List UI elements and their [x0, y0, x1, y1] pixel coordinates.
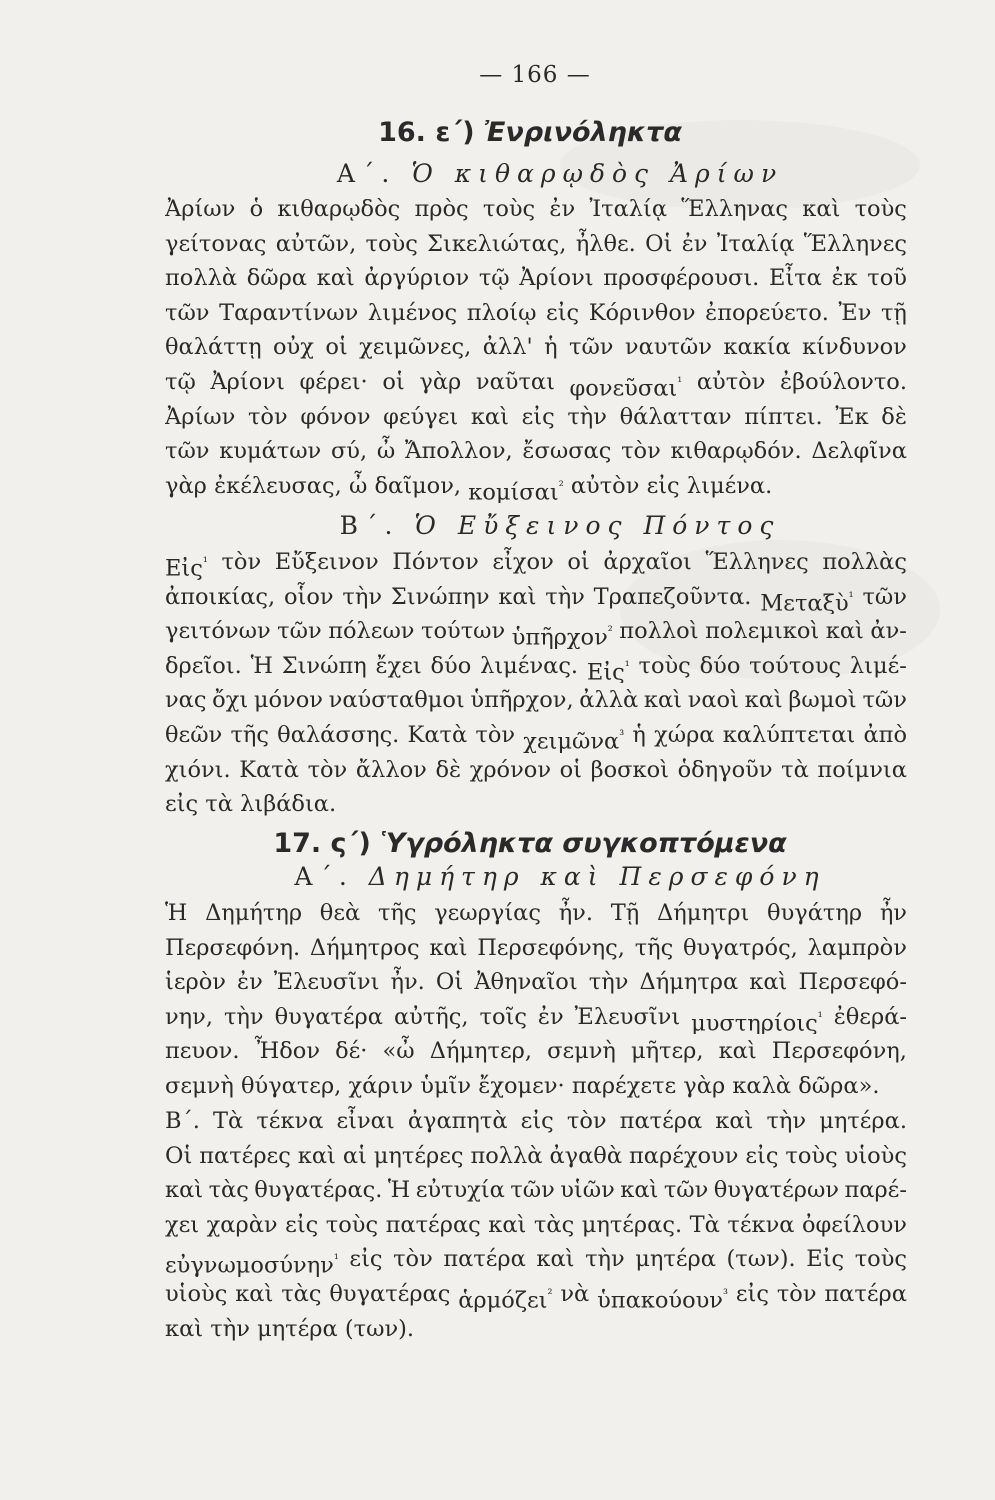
- subheading-label: Α΄.: [294, 862, 354, 891]
- text-line: τῶν Ταραντίνων λιμένος πλοίῳ εἰς Κόρινθον ἐπορεύετο. Ἐν τῇ: [165, 299, 907, 326]
- text-line: γὰρ ἐκέλευσας, ὦ δαῖμον, κομίσαι$^{^2}$ αὐτὸν εἰς λιμένα.: [165, 472, 773, 504]
- text-line: πευον. Ἦδον δέ· «ὦ Δήμητερ, σεμνὴ μῆτερ, καὶ Περσεφόνη,: [165, 1038, 907, 1065]
- text-line: Β΄. Τὰ τέκνα εἶναι ἀγαπητὰ εἰς τὸν πατέρα καὶ τὴν μητέρα.: [165, 1108, 907, 1134]
- paragraph-17b: [165, 1104, 907, 1346]
- subheading-title: Ὁ Εὔξεινος Πόντος: [414, 511, 781, 540]
- text-line: θεῶν τῆς θαλάσσης. Κατὰ τὸν χειμῶνα$^{^3}$ ἡ χώρα καλύπτεται ἀπὸ: [165, 721, 907, 753]
- text-line: γειτόνων τῶν πόλεων τούτων ὑπῆρχον$^{^2}$ πολλοὶ πολεμικοὶ καὶ ἀν-: [165, 618, 907, 649]
- text-line: δρεῖοι. Ἡ Σινώπη ἔχει δύο λιμένας. Εἰς$^{^1}$ τοὺς δύο τούτους λιμέ-: [165, 652, 907, 684]
- section-heading-17: [0, 828, 995, 859]
- subheading-16a: [0, 159, 995, 188]
- text-line: Περσεφόνη. Δήμητρος καὶ Περσεφόνης, τῆς θυγατρός, λαμπρὸν: [165, 934, 907, 961]
- text-line: Ἡ Δημήτηρ θεὰ τῆς γεωργίας ἦν. Τῇ Δήμητρι θυγάτηρ ἦν: [165, 900, 907, 926]
- text-line: νην, τὴν θυγατέρα αὐτῆς, τοῖς ἐν Ἐλευσῖνι μυστηρίοις$^{^1}$ ἐθερά-: [165, 1003, 907, 1035]
- subheading-label: Α΄.: [336, 159, 397, 188]
- text-line: χιόνι. Κατὰ τὸν ἄλλον δὲ χρόνον οἱ βοσκοὶ ὁδηγοῦν τὰ ποίμνια: [165, 756, 907, 783]
- subheading-label: Β΄.: [339, 511, 400, 540]
- text-line: τῶν κυμάτων σύ, ὦ Ἄπολλον, ἔσωσας τὸν κιθαρῳδόν. Δελφῖνα: [165, 438, 907, 465]
- text-line: χει χαρὰν εἰς τοὺς πατέρας καὶ τὰς μητέρας. Τὰ τέκνα ὀφείλουν: [165, 1211, 907, 1238]
- text-line: καὶ τὰς θυγατέρας. Ἡ εὐτυχία τῶν υἱῶν καὶ τῶν θυγατέρων παρέ-: [165, 1177, 907, 1204]
- text-line: πολλὰ δῶρα καὶ ἀργύριον τῷ Ἀρίονι προσφέρουσι. Εἶτα ἐκ τοῦ: [165, 265, 907, 292]
- paragraph-17a: [165, 896, 907, 1104]
- section-heading-16: [0, 117, 995, 148]
- text-line: ἀποικίας, οἷον τὴν Σινώπην καὶ τὴν Τραπεζοῦντα. Μεταξὺ$^{^1}$ τῶν: [165, 583, 907, 615]
- text-line: Οἱ πατέρες καὶ αἱ μητέρες πολλὰ ἀγαθὰ παρέχουν εἰς τοὺς υἱοὺς: [165, 1142, 907, 1169]
- text-line: καὶ τὴν μητέρα (των).: [165, 1315, 415, 1342]
- subheading-title: Ὁ κιθαρῳδὸς Ἀρίων: [411, 159, 784, 188]
- page-number: — 166 —: [479, 62, 591, 88]
- text-line: εἰς τὰ λιβάδια.: [165, 791, 337, 818]
- subheading-16b: [0, 511, 995, 540]
- paragraph-16a: [165, 192, 907, 503]
- text-line: γείτονας αὐτῶν, τοὺς Σικελιώτας, ἦλθε. Οἱ ἐν Ἰταλίᾳ Ἕλληνες: [165, 230, 907, 257]
- section-number: 16. ε΄): [378, 117, 475, 148]
- text-line: Ἀρίων ὁ κιθαρῳδὸς πρὸς τοὺς ἐν Ἰταλίᾳ Ἕλληνας καὶ τοὺς: [165, 196, 907, 222]
- text-line: νας ὄχι μόνον ναύσταθμοι ὑπῆρχον, ἀλλὰ καὶ ναοὶ καὶ βωμοὶ τῶν: [165, 687, 907, 714]
- text-line: σεμνὴ θύγατερ, χάριν ὑμῖν ἔχομεν· παρέχετε γὰρ καλὰ δῶρα».: [165, 1072, 880, 1099]
- text-line: τῷ Ἀρίονι φέρει· οἱ γὰρ ναῦται φονεῦσαι$^{^1}$ αὐτὸν ἐβούλοντο.: [165, 368, 907, 400]
- text-line: θαλάττῃ οὐχ οἱ χειμῶνες, ἀλλ' ἡ τῶν ναυτῶν κακία κίνδυνον: [165, 334, 907, 361]
- text-line: Ἀρίων τὸν φόνον φεύγει καὶ εἰς τὴν θάλατταν πίπτει. Ἐκ δὲ: [165, 403, 907, 430]
- text-line: Εἰς$^{^1}$ τὸν Εὔξεινον Πόντον εἶχον οἱ ἀρχαῖοι Ἕλληνες πολλὰς: [165, 549, 907, 580]
- subheading-17a: [0, 862, 995, 891]
- paragraph-16b: [165, 545, 907, 822]
- section-title: Ὑγρόληκτα συγκοπτόμενα: [380, 828, 787, 859]
- text-line: ἱερὸν ἐν Ἐλευσῖνι ἦν. Οἱ Ἀθηναῖοι τὴν Δήμητρα καὶ Περσεφό-: [165, 969, 907, 996]
- text-line: υἱοὺς καὶ τὰς θυγατέρας ἁρμόζει$^{^2}$ νὰ ὑπακούουν$^{^3}$ εἰς τὸν πατέρα: [165, 1280, 907, 1312]
- text-line: εὐγνωμοσύνην$^{^1}$ εἰς τὸν πατέρα καὶ τὴν μητέρα (των). Εἰς τοὺς: [165, 1246, 907, 1277]
- section-title: Ἐνρινόληκτα: [484, 117, 682, 148]
- subheading-title: Δημήτηρ καὶ Περσεφόνη: [368, 862, 826, 891]
- section-number: 17. ς΄): [273, 828, 371, 859]
